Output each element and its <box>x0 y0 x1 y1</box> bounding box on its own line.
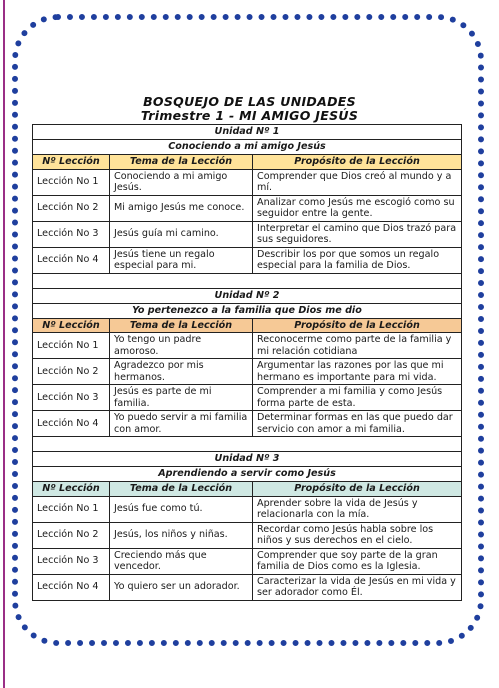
lesson-purpose: Determinar formas en las que puedo dar servicio con amor a mi familia. <box>253 411 462 437</box>
lesson-purpose: Describir los por que somos un regalo especial para la familia de Dios. <box>253 247 462 273</box>
unit-row <box>33 452 462 467</box>
spacer-row <box>33 273 462 288</box>
unit-name: Aprendiendo a servir como Jesús <box>33 467 462 482</box>
lesson-topic: Yo quiero ser un adorador. <box>110 574 253 600</box>
col-header-num: Nº Lección <box>33 155 110 170</box>
lesson-purpose: Argumentar las razones por las que mi hermano es importante para mi vida. <box>253 359 462 385</box>
col-header-proposito: Propósito de la Lección <box>253 155 462 170</box>
col-header-num: Nº Lección <box>33 482 110 497</box>
lesson-number: Lección No 3 <box>33 385 110 411</box>
lesson-row <box>33 548 462 574</box>
unit-name: Conociendo a mi amigo Jesús <box>33 140 462 155</box>
page-title: BOSQUEJO DE LAS UNIDADES <box>143 94 356 109</box>
lesson-row <box>33 522 462 548</box>
lesson-topic: Yo tengo un padre amoroso. <box>110 333 253 359</box>
lesson-number: Lección No 1 <box>33 169 110 195</box>
lesson-purpose: Comprender que soy parte de la gran familia de Dios como es la Iglesia. <box>253 548 462 574</box>
lesson-purpose: Aprender sobre la vida de Jesús y relacionarla con la mía. <box>253 496 462 522</box>
lesson-row <box>33 574 462 600</box>
unit-name-row <box>33 303 462 318</box>
lesson-number: Lección No 3 <box>33 221 110 247</box>
lesson-topic: Yo puedo servir a mi familia con amor. <box>110 411 253 437</box>
lesson-row <box>33 195 462 221</box>
unit-row <box>33 125 462 140</box>
lesson-number: Lección No 2 <box>33 195 110 221</box>
lesson-topic: Jesús guía mi camino. <box>110 221 253 247</box>
lesson-number: Lección No 4 <box>33 574 110 600</box>
col-header-proposito: Propósito de la Lección <box>253 318 462 333</box>
lesson-topic: Jesús, los niños y niñas. <box>110 522 253 548</box>
lesson-row <box>33 385 462 411</box>
column-header-row <box>33 482 462 497</box>
page-subtitle: Trimestre 1 - MI AMIGO JESÚS <box>140 108 359 123</box>
units-outline-table <box>32 124 462 601</box>
unit-label: Unidad Nº 3 <box>33 452 462 467</box>
lesson-topic: Creciendo más que vencedor. <box>110 548 253 574</box>
lesson-number: Lección No 2 <box>33 522 110 548</box>
unit-label: Unidad Nº 2 <box>33 288 462 303</box>
unit-name: Yo pertenezco a la familia que Dios me dio <box>33 303 462 318</box>
col-header-tema: Tema de la Lección <box>110 482 253 497</box>
lesson-purpose: Analizar como Jesús me escogió como su seguidor entre la gente. <box>253 195 462 221</box>
lesson-row <box>33 247 462 273</box>
unit-label: Unidad Nº 1 <box>33 125 462 140</box>
lesson-number: Lección No 2 <box>33 359 110 385</box>
lesson-topic: Jesús tiene un regalo especial para mi. <box>110 247 253 273</box>
lesson-number: Lección No 1 <box>33 333 110 359</box>
lesson-topic: Mi amigo Jesús me conoce. <box>110 195 253 221</box>
lesson-purpose: Reconocerme como parte de la familia y mi relación cotidiana <box>253 333 462 359</box>
col-header-proposito: Propósito de la Lección <box>253 482 462 497</box>
lesson-topic: Jesús fue como tú. <box>110 496 253 522</box>
lesson-purpose: Recordar como Jesús habla sobre los niños y sus derechos en el cielo. <box>253 522 462 548</box>
col-header-tema: Tema de la Lección <box>110 318 253 333</box>
lesson-row <box>33 359 462 385</box>
lesson-row <box>33 221 462 247</box>
lesson-purpose: Interpretar el camino que Dios trazó para sus seguidores. <box>253 221 462 247</box>
col-header-tema: Tema de la Lección <box>110 155 253 170</box>
col-header-num: Nº Lección <box>33 318 110 333</box>
lesson-number: Lección No 4 <box>33 247 110 273</box>
lesson-number: Lección No 3 <box>33 548 110 574</box>
lesson-purpose: Comprender que Dios creó al mundo y a mí. <box>253 169 462 195</box>
unit-name-row <box>33 467 462 482</box>
lesson-topic: Conociendo a mi amigo Jesús. <box>110 169 253 195</box>
unit-name-row <box>33 140 462 155</box>
lesson-number: Lección No 1 <box>33 496 110 522</box>
column-header-row <box>33 318 462 333</box>
lesson-purpose: Caracterizar la vida de Jesús en mi vida y ser adorador como Él. <box>253 574 462 600</box>
lesson-row <box>33 411 462 437</box>
lesson-row <box>33 496 462 522</box>
lesson-topic: Jesús es parte de mi familia. <box>110 385 253 411</box>
unit-row <box>33 288 462 303</box>
lesson-purpose: Comprender a mi familia y como Jesús forma parte de esta. <box>253 385 462 411</box>
spacer-row <box>33 437 462 452</box>
lesson-topic: Agradezco por mis hermanos. <box>110 359 253 385</box>
lesson-number: Lección No 4 <box>33 411 110 437</box>
lesson-row <box>33 333 462 359</box>
lesson-row <box>33 169 462 195</box>
column-header-row <box>33 155 462 170</box>
